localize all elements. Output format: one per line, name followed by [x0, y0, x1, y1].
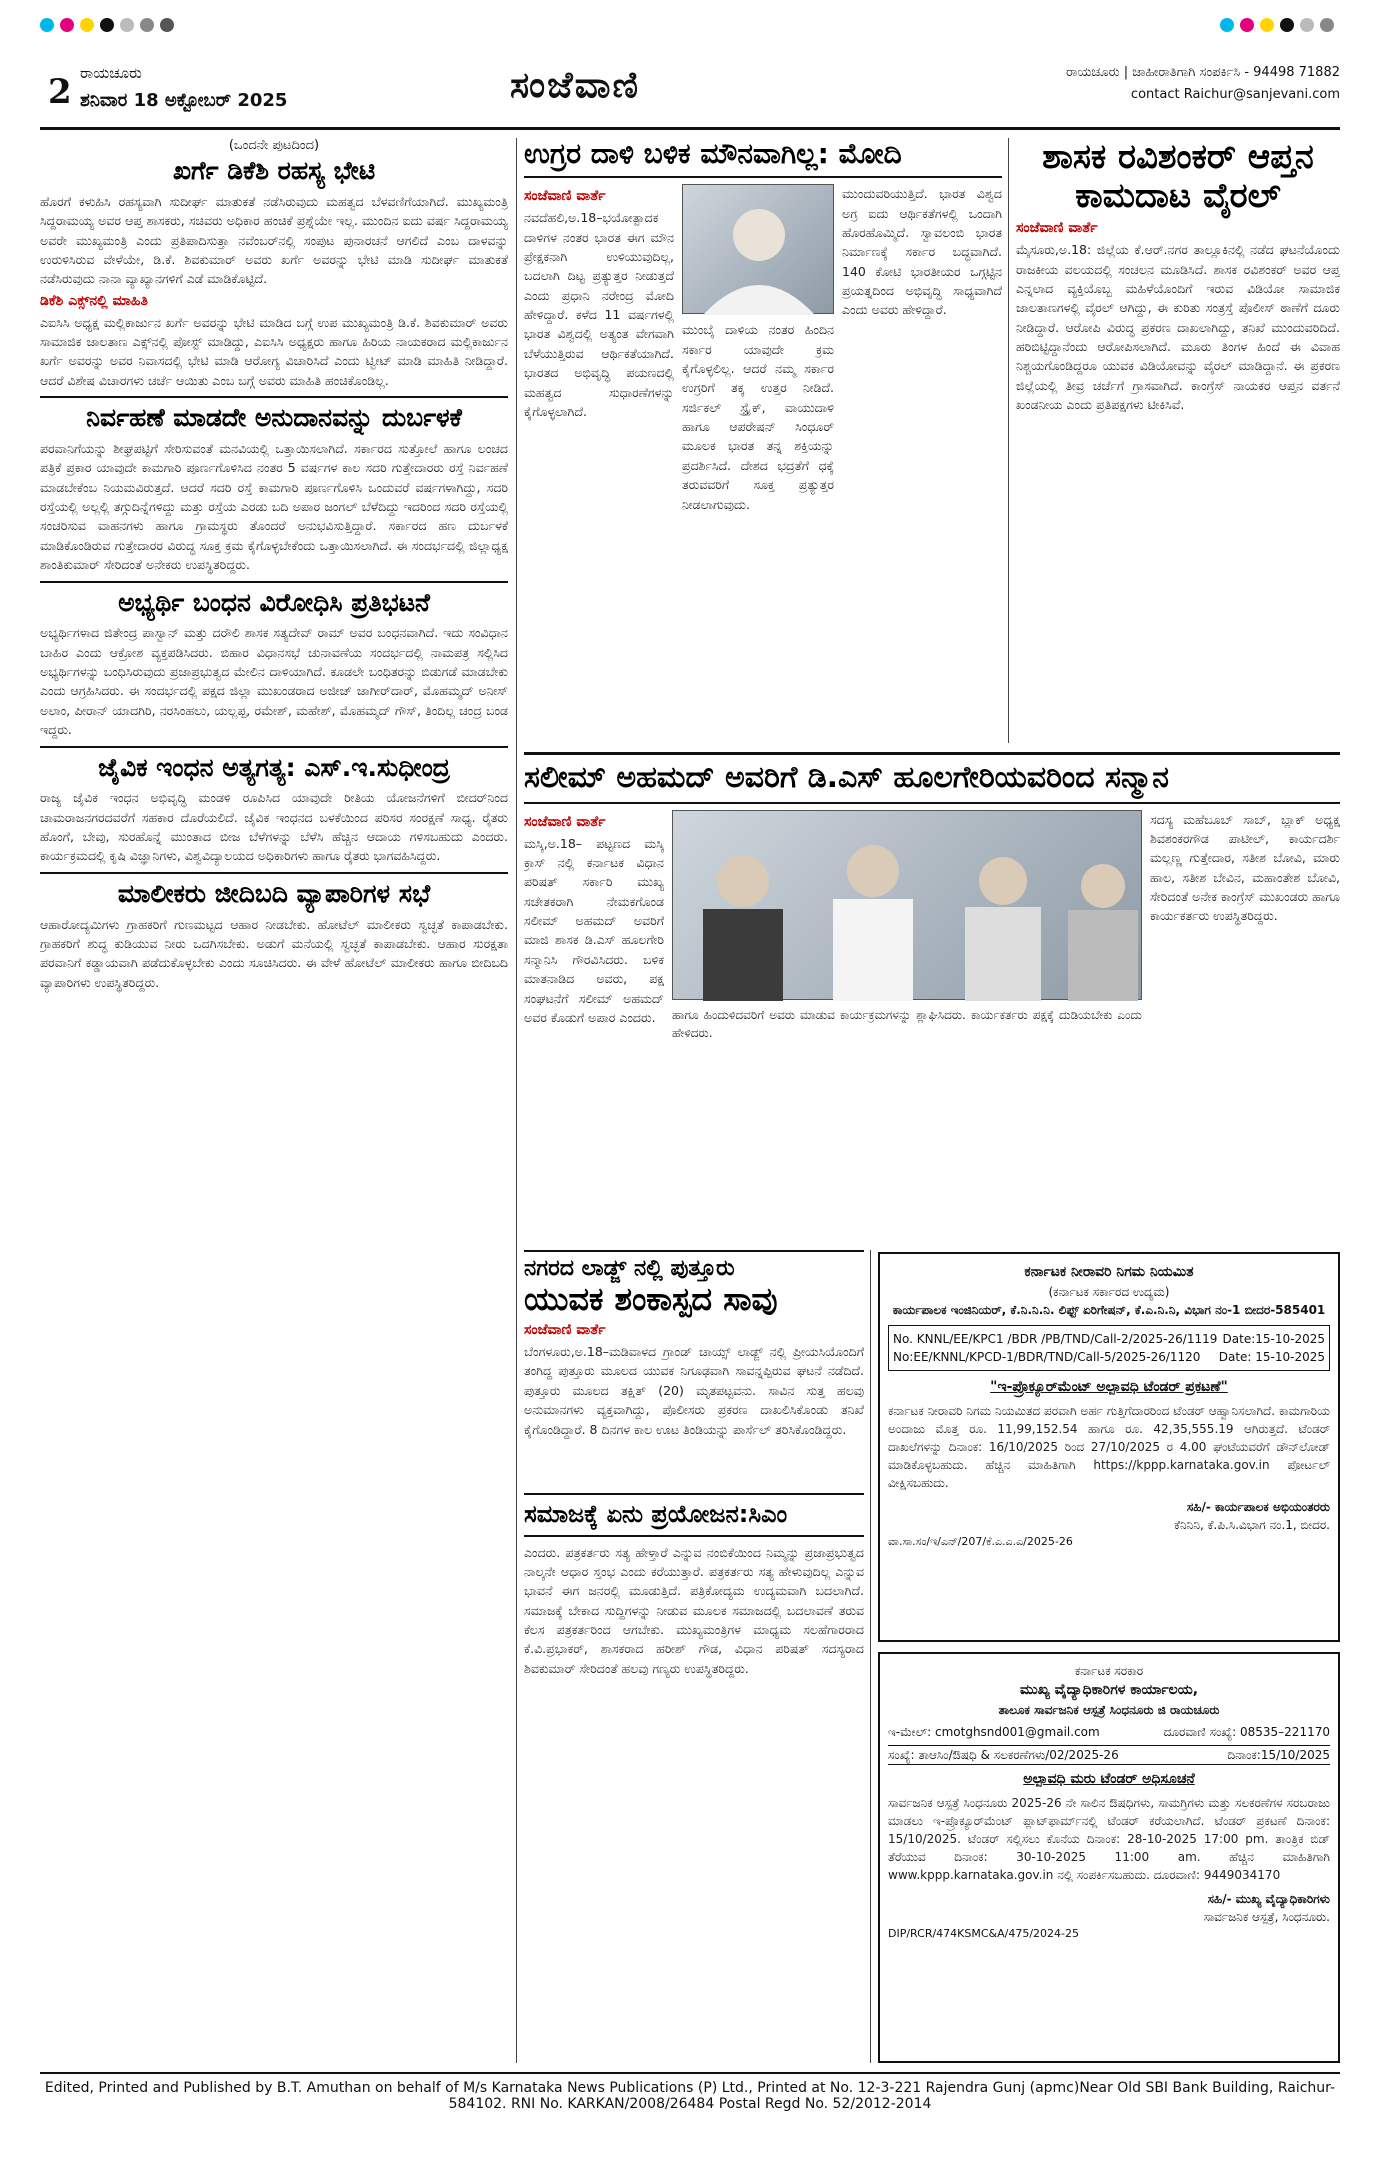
tender-title: "ಇ-ಪ್ರೊಕ್ಯೂರ್‌ಮೆಂಟ್ ಅಲ್ಪಾವಧಿ ಟೆಂಡರ್ ಪ್ರಕಟಣೆ" [990, 1379, 1228, 1395]
divider [524, 802, 1340, 804]
tender-email[interactable]: ಇ-ಮೇಲ್: cmotghsnd001@gmail.com [888, 1725, 1100, 1739]
imprint-footer: Edited, Printed and Published by B.T. Amuthan on behalf of M/s Karnataka News Publications (P) Ltd., Printed at No. 12-3-221 Rajendra Gunj (apmc)Near Old SBI Bank Building, Raichur-584102. RNI No. KARKAN/2008/26484 Postal Regd No. 52/2012-2014 [40, 2072, 1340, 2112]
article-body: ಅಭ್ಯರ್ಥಿಗಳಾದ ಜಿತೇಂದ್ರ ಪಾಸ್ವಾನ್ ಮತ್ತು ದರೌಲಿ ಶಾಸಕ ಸತ್ಯದೇವ್ ರಾಮ್ ಅವರ ಬಂಧನವಾಗಿದೆ. ಇದು ಸಂವಿಧಾನ ಬಾಹಿರ ಎಂದು ಆಕ್ರೋಶ ವ್ಯಕ್ತಪಡಿಸಿದರು. ಬಿಹಾರ ವಿಧಾನಸಭೆ ಚುನಾವಣೆಯ ಸಂದರ್ಭದಲ್ಲಿ ನಾಮಪತ್ರ ಸಲ್ಲಿಸಿದ ಅಭ್ಯರ್ಥಿಗಳನ್ನು ಬಂಧಿಸಿರುವುದು ಪ್ರಜಾಪ್ರಭುತ್ವದ ಮೇಲಿನ ದಾಳಿಯಾಗಿದೆ. ಕೂಡಲೇ ಬಂಧಿತರನ್ನು ಬಿಡುಗಡೆ ಮಾಡಬೇಕು ಎಂದು ಆಗ್ರಹಿಸಿದರು. ಈ ಸಂದರ್ಭದಲ್ಲಿ ಪಕ್ಷದ ಜಿಲ್ಲಾ ಮುಖಂಡರಾದ ಅಜೀಜ್ ಜಾಗೀರ್‌ದಾರ್, ಮೊಹಮ್ಮದ್ ಅನೀಸ್ ಅಲಾಂ, ಪೀರಾನ್ ಯಾದಗಿರಿ, ನರಸಿಂಹಲು, ಯಲ್ಲಪ್ಪ, ರಮೇಶ್, ಮಹೇಶ್, ಮೊಹಮ್ಮದ್ ಗೌಸ್, ತಿಂದಿಲ್ಲ ಚಂದ್ರ ಬಂಡ ಇದ್ದರು. [40, 625, 508, 738]
color-registration-left [40, 18, 174, 32]
right-story [1016, 138, 1340, 743]
article-body: ಪರವಾನಿಗೆಯನ್ನು ಶೀಘ್ರಪಟ್ಟಿಗೆ ಸೇರಿಸುವಂತೆ ಮನವಿಯಲ್ಲಿ ಒತ್ತಾಯಿಸಲಾಗಿದೆ. ಸರ್ಕಾರದ ಸುತ್ತೋಲೆ ಹಾಗೂ ಲಂಚದ ಪತ್ರಿಕೆ ಪ್ರಕಾರ ಯಾವುದೇ ಕಾಮಗಾರಿ ಪೂರ್ಣಗೊಳಿಸಿದ ನಂತರ 5 ವರ್ಷಗಳ ಕಾಲ ಸದರಿ ಗುತ್ತೇದಾರರು ರಸ್ತೆ ನಿರ್ವಹಣೆ ಮಾಡಬೇಕೆಂಬ ನಿಯಮವಿರುತ್ತದೆ. ಆದರೆ ಸದರಿ ರಸ್ತೆ ಕಾಮಗಾರಿ ಪೂರ್ಣಗೊಳಿಸಿ ಒಂದುವರೆ ವರ್ಷಗಳಾಗಿದ್ದು, ಸದರಿ ರಸ್ತೆಯಲ್ಲಿ ಅಲ್ಲಲ್ಲಿ ತಗ್ಗುದಿನ್ನೆಗಳಿದ್ದು ಮತ್ತು ರಸ್ತೆಯ ಎರಡು ಬದಿ ಅಪಾರ ಜಂಗಲ್ ಬೆಳೆದಿದ್ದು ಇದರಿಂದ ಸದರಿ ರಸ್ತೆಯಲ್ಲಿ ಸಂಚರಿಸುವ ವಾಹನಗಳು ಹಾಗೂ ಗ್ರಾಮಸ್ಥರು ತೊಂದರೆ ಅನುಭವಿಸುತ್ತಿದ್ದಾರೆ. ಸರ್ಕಾರದ ಹಣ ದುರ್ಬಳಕೆ ಮಾಡಿಕೊಂಡಿರುವ ಗುತ್ತೇದಾರರ ವಿರುದ್ಧ ಸೂಕ್ತ ಕ್ರಮ ಕೈಗೊಳ್ಳಬೇಕೆಂದು ಒತ್ತಾಯಿಸಲಾಗಿದೆ. ಈ ಸಂದರ್ಭದಲ್ಲಿ ಜಿಲ್ಲಾಧ್ಯಕ್ಷ ಶಾಂತಿಕುಮಾರ್ ಸೇರಿದಂತೆ ಅನೇಕರು ಉಪಸ್ಥಿತರಿದ್ದರು. [40, 440, 508, 573]
byline: ಸಂಜೆವಾಣಿ ವಾರ್ತೆ [524, 188, 606, 205]
article-body: ಮುಂದುವರಿಯುತ್ತಿದೆ. ಭಾರತ ವಿಶ್ವದ ಅಗ್ರ ಐದು ಆರ್ಥಿಕತೆಗಳಲ್ಲಿ ಒಂದಾಗಿ ಹೊರಹೊಮ್ಮಿದೆ. ಸ್ವಾವಲಂಬಿ ಭಾರತ ನಿರ್ಮಾಣಕ್ಕೆ ಸರ್ಕಾರ ಬದ್ಧವಾಗಿದೆ. 140 ಕೋಟಿ ಭಾರತೀಯರ ಒಗ್ಗಟ್ಟಿನ ಪ್ರಯತ್ನದಿಂದ ಅಭಿವೃದ್ಧಿ ಸಾಧ್ಯವಾಗಿದೆ ಎಂದು ಅವರು ಹೇಳಿದ್ದಾರೆ. [842, 186, 1002, 318]
registration-dot [1280, 18, 1294, 32]
tender-office-sub: ತಾಲೂಕ ಸಾರ್ವಜನಿಕ ಆಸ್ಪತ್ರೆ ಸಿಂಧನೂರು ಜಿ ರಾಯಚೂರು [998, 1703, 1220, 1717]
tender-notice-hospital [878, 1652, 1340, 2063]
tender-date: ದಿನಾಂಕ:15/10/2025 [1227, 1748, 1330, 1762]
article-body: ರಾಜ್ಯ ಜೈವಿಕ ಇಂಧನ ಅಭಿವೃದ್ಧಿ ಮಂಡಳಿ ರೂಪಿಸಿದ ಯಾವುದೇ ರೀತಿಯ ಯೋಜನೆಗಳಿಗೆ ಬೀದರ್‌ನಿಂದ ಚಾಮರಾಜನಗರದವರೆಗೆ ಸಹಕಾರ ದೊರೆಯಲಿದೆ. ಜೈವಿಕ ಇಂಧನದ ಬಳಕೆಯಿಂದ ಪರಿಸರ ಸಂರಕ್ಷಣೆ ಸಾಧ್ಯ. ರೈತರು ಹೊಂಗೆ, ಬೇವು, ಸುರಹೊನ್ನೆ ಮುಂತಾದ ಬೀಜ ಬೆಳೆಗಳನ್ನು ಬೆಳೆಸಿ ಹೆಚ್ಚಿನ ಆದಾಯ ಗಳಿಸಬಹುದು ಎಂದರು. ಕಾರ್ಯಕ್ರಮದಲ್ಲಿ ಕೃಷಿ ವಿಜ್ಞಾನಿಗಳು, ವಿಶ್ವವಿದ್ಯಾಲಯದ ಅಧಿಕಾರಿಗಳು ಹಾಗೂ ರೈತರು ಭಾಗವಹಿಸಿದ್ದರು. [40, 790, 508, 864]
person-icon [683, 185, 835, 315]
article-body: ಮಸ್ಕಿ,ಅ.18– ಪಟ್ಟಣದ ಮಸ್ಕಿ ಕ್ರಾಸ್ ನಲ್ಲಿ ಕರ್ನಾಟಕ ವಿಧಾನ ಪರಿಷತ್ ಸರ್ಕಾರಿ ಮುಖ್ಯ ಸಚೇತಕರಾಗಿ ನೇಮಕಗೊಂಡ ಸಲೀಮ್ ಅಹಮದ್ ಅವರಿಗೆ ಮಾಜಿ ಶಾಸಕ ಡಿ.ಎಸ್ ಹೂಲಗೇರಿ ಸನ್ಮಾನಿಸಿ ಗೌರವಿಸಿದರು. ಬಳಿಕ ಮಾತನಾಡಿದ ಅವರು, ಪಕ್ಷ ಸಂಘಟನೆಗೆ ಸಲೀಮ್ ಅಹಮದ್ ಅವರ ಕೊಡುಗೆ ಅಪಾರ ಎಂದರು. [524, 835, 664, 1025]
tender-signature: ಸಹಿ/- ಕಾರ್ಯಪಾಲಕ ಅಭಿಯಂತರರು [1186, 1500, 1330, 1514]
samaja-story [524, 1493, 864, 2063]
right-headline: ಶಾಸಕ ರವಿಶಂಕರ್ ಆಪ್ತನ ಕಾಮದಾಟ ವೈರಲ್ [1042, 138, 1314, 217]
article-body: ಸದಸ್ಯ ಮಹೆಬೂಬ್ ಸಾಬ್, ಬ್ಲಾಕ್ ಅಧ್ಯಕ್ಷ ಶಿವಶಂಕರಗೌಡ ಪಾಟೀಲ್, ಕಾರ್ಯದರ್ಶಿ ಮಲ್ಲಣ್ಣ ಗುತ್ತೇದಾರ, ಸತೀಶ ಬೋವಿ, ಮಾರು ಹಾಲ, ಸತೀಶ ಬೇವಿನ, ಮಹಾಂತೇಶ ಬೋವಿ, ಸೇರಿದಂತೆ ಅನೇಕ ಕಾಂಗ್ರೆಸ್ ಮುಖಂಡರು ಹಾಗೂ ಕಾರ್ಯಕರ್ತರು ಉಪಸ್ಥಿತರಿದ್ದರು. [1150, 811, 1340, 924]
page-number: 2 [48, 72, 72, 112]
registration-dot [100, 18, 114, 32]
tender-ref: No:EE/KNNL/KPCD-1/BDR/TND/Call-5/2025-26/1120 [893, 1350, 1201, 1364]
headline-kharge-dk: ಖರ್ಗೆ ಡಿಕೆಶಿ ರಹಸ್ಯ ಭೇಟಿ [172, 156, 376, 185]
masthead [40, 50, 1340, 130]
registration-dot [40, 18, 54, 32]
divider [40, 872, 508, 874]
tender-references [888, 1325, 1330, 1371]
tender-office: ಕಾರ್ಯಪಾಲಕ ಇಂಜಿನಿಯರ್, ಕೆ.ನಿ.ನಿ.ನಿ. ಲಿಫ್ಟ್ ಏರಿಗೇಷನ್, ಕೆ.ಎ.ನಿ.ನಿ, ವಿಭಾಗ ನಂ-1 ಬೀದರ-585401 [892, 1303, 1326, 1317]
felicitation-photo [672, 810, 1142, 1000]
tender-notice-knnl [878, 1252, 1340, 1642]
byline: ಸಂಜೆವಾಣಿ ವಾರ್ತೆ [524, 1322, 606, 1339]
registration-dot [80, 18, 94, 32]
color-registration-right [1220, 18, 1334, 32]
lodge-kicker: ನಗರದ ಲಾಡ್ಜ್ ನಲ್ಲಿ ಪುತ್ತೂರು [524, 1256, 735, 1281]
tender-ref: ಸಂಖ್ಯೆ: ತಾಆಸಿಂ/ಔಷಧಿ & ಸಲಕರಣೆಗಳು/02/2025-26 [888, 1748, 1119, 1762]
left-column [40, 138, 508, 2063]
registration-dot [1260, 18, 1274, 32]
tender-signature-sub: ಸಾರ್ವಜನಿಕ ಆಸ್ಪತ್ರೆ, ಸಿಂಧನೂರು. [1203, 1910, 1330, 1924]
lodge-headline: ಯುವಕ ಶಂಕಾಸ್ಪದ ಸಾವು [524, 1280, 778, 1319]
tender-title: ಅಲ್ಪಾವಧಿ ಮರು ಟೆಂಡರ್ ಅಧಿಸೂಚನೆ [1023, 1771, 1195, 1787]
article-body: ಎಐಸಿಸಿ ಅಧ್ಯಕ್ಷ ಮಲ್ಲಿಕಾರ್ಜುನ ಖರ್ಗೆ ಅವರನ್ನು ಭೇಟಿ ಮಾಡಿದ ಬಗ್ಗೆ ಉಪ ಮುಖ್ಯಮಂತ್ರಿ ಡಿ.ಕೆ. ಶಿವಕುಮಾರ್ ಅವರು ಸಾಮಾಜಿಕ ಜಾಲತಾಣ ಎಕ್ಸ್‌ನಲ್ಲಿ ಪೋಸ್ಟ್ ಮಾಡಿದ್ದು, ಎಐಸಿಸಿ ಅಧ್ಯಕ್ಷರು ಹಾಗೂ ಹಿರಿಯ ನಾಯಕರಾದ ಮಲ್ಲಿಕಾರ್ಜುನ ಖರ್ಗೆ ಅವರನ್ನು ಅವರ ನಿವಾಸದಲ್ಲಿ ಭೇಟಿ ಮಾಡಿ ಆರೋಗ್ಯ ವಿಚಾರಿಸಿದೆ ಎಂದು ಟ್ವೀಟ್ ಮಾಡಿ ಮಾಹಿತಿ ನೀಡಿದ್ದಾರೆ. ಆದರೆ ವಿಶೇಷ ವಿಚಾರಗಳು ಚರ್ಚೆ ಆಯಿತು ಎಂಬ ಬಗ್ಗೆ ಅವರು ಮಾಹಿತಿ ಹಂಚಿಕೊಂಡಿಲ್ಲ. [40, 314, 508, 388]
photo-caption: ಹಾಗೂ ಹಿಂದುಳಿದವರಿಗೆ ಅವರು ಮಾಡುವ ಕಾರ್ಯಕ್ರಮಗಳನ್ನು ಶ್ಲಾಘಿಸಿದರು. ಕಾರ್ಯಕರ್ತರು ಪಕ್ಷಕ್ಕೆ ದುಡಿಯಬೇಕು ಎಂದು ಹೇಳಿದರು. [672, 1007, 1142, 1040]
registration-dot [1300, 18, 1314, 32]
byline: ಸಂಜೆವಾಣಿ ವಾರ್ತೆ [1016, 220, 1098, 237]
divider [524, 1535, 864, 1537]
samaja-headline: ಸಮಾಜಕ್ಕೆ ಏನು ಪ್ರಯೋಜನ:ಸಿಎಂ [524, 1500, 788, 1528]
tender-org-sub: (ಕರ್ನಾಟಕ ಸರ್ಕಾರದ ಉದ್ಯಮ) [1048, 1285, 1170, 1299]
divider [40, 746, 508, 748]
newspaper-logo: ಸಂಜೆವಾಣಿ [510, 64, 641, 106]
continued-label: (ಒಂದನೇ ಪುಟದಿಂದ) [228, 138, 320, 153]
article-body: ಹೊರಗೆ ಕಳುಹಿಸಿ ರಹಸ್ಯವಾಗಿ ಸುದೀರ್ಘ ಮಾತುಕತೆ ನಡೆಸಿರುವುದು ಮಹತ್ವದ ಬೆಳವಣಿಗೆಯಾಗಿದೆ. ಮುಖ್ಯಮಂತ್ರಿ ಸಿದ್ದರಾಮಯ್ಯ ಅವರ ಆಪ್ತ ಶಾಸಕರು, ಸಚಿವರು ಅಧಿಕಾರ ಹಂಚಿಕೆ ಪ್ರಶ್ನೆಯೇ ಇಲ್ಲ. ಮುಂದಿನ ಐದು ವರ್ಷ ಸಿದ್ದರಾಮಯ್ಯ ಅವರೇ ಮುಖ್ಯಮಂತ್ರಿ ಎಂದು ಪ್ರತಿಪಾದಿಸುತ್ತಾ ನವೆಂಬರ್‌ನಲ್ಲಿ ಸಂಪುಟ ಪುನಾರಚನೆ ಆಗಲಿದೆ ಎಂಬ ದಾಳವನ್ನು ಉರುಳಿಸಿರುವ ವೇಳೆಯೇ, ಡಿ.ಕೆ. ಶಿವಕುಮಾರ್ ಅವರು ಖರ್ಗೆ ಅವರನ್ನು ಭೇಟಿ ಮಾಡಿ ಸುದೀರ್ಘ ಮಾತುಕತೆ ನಡೆಸಿರುವುದು ನಾನಾ ವ್ಯಾಖ್ಯಾನಗಳಿಗೆ ಎಡೆ ಮಾಡಿಕೊಟ್ಟಿದೆ. [40, 193, 508, 287]
contact-info [1066, 62, 1340, 106]
divider [524, 176, 1002, 178]
tender-phone: ದೂರವಾಣಿ ಸಂಖ್ಯೆ: 08535–221170 [1163, 1725, 1330, 1739]
tender-office: ಮುಖ್ಯ ವೈದ್ಯಾಧಿಕಾರಿಗಳ ಕಾರ್ಯಾಲಯ, [1019, 1682, 1199, 1698]
tender-signature-sub: ಕೆನಿನಿನಿ, ಕೆ.ಪಿ.ಸಿ.ವಿಭಾಗ ನಂ.1, ಬೀದರ. [1174, 1518, 1330, 1532]
lead-headline: ಉಗ್ರರ ದಾಳಿ ಬಳಿಕ ಮೌನವಾಗಿಲ್ಲ: ಮೋದಿ [524, 138, 902, 170]
tender-ref: No. KNNL/EE/KPC1 /BDR /PB/TND/Call-2/2025-26/1119 [893, 1332, 1218, 1346]
tender-body: ಸಾರ್ವಜನಿಕ ಆಸ್ಪತ್ರೆ ಸಿಂಧನೂರು 2025-26 ನೇ ಸಾಲಿನ ಔಷಧಿಗಳು, ಸಾಮಗ್ರಿಗಳು ಮತ್ತು ಸಲಕರಣೆಗಳ ಸರಬರಾಜು ಮಾಡಲು ಇ-ಪ್ರೊಕ್ಯೂರ್‌ಮೆಂಟ್ ಪ್ಲಾಟ್‌ಫಾರ್ಮ್‌ನಲ್ಲಿ ಟೆಂಡರ್ ಕರೆಯಲಾಗಿದೆ. ಟೆಂಡರ್ ಪ್ರಕಟಣೆ ದಿನಾಂಕ: 15/10/2025. ಟೆಂಡರ್ ಸಲ್ಲಿಸಲು ಕೊನೆಯ ದಿನಾಂಕ: 28-10-2025 17:00 pm. ತಾಂತ್ರಿಕ ಬಿಡ್ ತೆರೆಯುವ ದಿನಾಂಕ: 30-10-2025 11:00 am. ಹೆಚ್ಚಿನ ಮಾಹಿತಿಗಾಗಿ www.kppp.karnataka.gov.in ನಲ್ಲಿ ಸಂಪರ್ಕಿಸಬಹುದು. ದೂರವಾಣಿ: 9449034170 [888, 1796, 1330, 1882]
column-divider [1008, 138, 1009, 743]
article-body: ಎಂದರು. ಪತ್ರಕರ್ತರು ಸತ್ಯ ಹೇಳ್ತಾರೆ ಎನ್ನುವ ನಂಬಿಕೆಯಿಂದ ನಿಮ್ಮನ್ನು ಪ್ರಜಾಪ್ರಭುತ್ವದ ನಾಲ್ಕನೇ ಆಧಾರ ಸ್ತಂಭ ಎಂದು ಕರೆಯುತ್ತಾರೆ. ಪತ್ರಕರ್ತರು ಸತ್ಯ ಹೇಳುವುದಿಲ್ಲ ಎನ್ನುವ ಭಾವನೆ ಈಗ ಜನರಲ್ಲಿ ಮೂಡುತ್ತಿದೆ. ಪತ್ರಿಕೋದ್ಯಮ ಉದ್ಯಮವಾಗಿ ಬದಲಾಗಿದೆ. ಸಮಾಜಕ್ಕೆ ಬೇಕಾದ ಸುದ್ದಿಗಳನ್ನು ನೀಡುವ ಮೂಲಕ ಸಮಾಜದಲ್ಲಿ ಬದಲಾವಣೆ ತರುವ ಕೆಲಸ ಪತ್ರಕರ್ತರಿಂದ ಆಗಬೇಕು. ಮುಖ್ಯಮಂತ್ರಿಗಳ ಮಾಧ್ಯಮ ಸಲಹೆಗಾರರಾದ ಕೆ.ವಿ.ಪ್ರಭಾಕರ್, ಶಾಸಕರಾದ ಹರೀಶ್ ಗೌಡ, ವಿಧಾನ ಪರಿಷತ್ ಸದಸ್ಯರಾದ ಶಿವಕುಮಾರ್ ಸೇರಿದಂತೆ ಹಲವು ಗಣ್ಯರು ಉಪಸ್ಥಿತರಿದ್ದರು. [524, 1544, 864, 1676]
article-body: ಬೆಂಗಳೂರು,ಅ.18–ಮಡಿವಾಳದ ಗ್ರಾಂಡ್ ಚಾಯ್ಸ್ ಲಾಡ್ಜ್ ನಲ್ಲಿ ಪ್ರೀಯಸಿಯೊಂದಿಗೆ ತಂಗಿದ್ದ ಪುತ್ತೂರು ಮೂಲದ ಯುವಕ ನಿಗೂಢವಾಗಿ ಸಾವನ್ನಪ್ಪಿರುವ ಘಟನೆ ನಡೆದಿದೆ. ಪುತ್ತೂರು ಮೂಲದ ತಕ್ಷಿತ್ (20) ಮೃತಪಟ್ಟವನು. ಸಾವಿನ ಸುತ್ತ ಹಲವು ಅನುಮಾನಗಳು ವ್ಯಕ್ತವಾಗಿದ್ದು, ಪೊಲೀಸರು ಪ್ರಕರಣ ದಾಖಲಿಸಿಕೊಂಡು ತನಿಖೆ ಕೈಗೊಂಡಿದ್ದಾರೆ. 8 ದಿನಗಳ ಕಾಲ ಊಟ ತಿಂಡಿಯನ್ನು ಪಾರ್ಸೆಲ್ ತರಿಸಿಕೊಂಡಿದ್ದರು. [524, 1344, 864, 1437]
registration-dot [120, 18, 134, 32]
byline: ಸಂಜೆವಾಣಿ ವಾರ್ತೆ [524, 813, 606, 830]
subheading: ಡಿಕೆಶಿ ಎಕ್ಸ್‌ನಲ್ಲಿ ಮಾಹಿತಿ [40, 292, 148, 309]
tender-signature: ಸಹಿ/- ಮುಖ್ಯ ವೈದ್ಯಾಧಿಕಾರಿಗಳು [1207, 1892, 1330, 1906]
registration-dot [140, 18, 154, 32]
article-body: ಮೈಸೂರು,ಅ.18: ಜಿಲ್ಲೆಯ ಕೆ.ಆರ್.ನಗರ ತಾಲ್ಲೂಕಿನಲ್ಲಿ ನಡೆದ ಘಟನೆಯೊಂದು ರಾಜಕೀಯ ವಲಯದಲ್ಲಿ ಸಂಚಲನ ಮೂಡಿಸಿದೆ. ಶಾಸಕ ರವಿಶಂಕರ್ ಅವರ ಆಪ್ತ ಎನ್ನಲಾದ ವ್ಯಕ್ತಿಯೊಬ್ಬ ಮಹಿಳೆಯೊಂದಿಗೆ ಇರುವ ವಿಡಿಯೋ ಸಾಮಾಜಿಕ ಜಾಲತಾಣಗಳಲ್ಲಿ ವೈರಲ್ ಆಗಿದ್ದು, ಈ ಕುರಿತು ಸಂತ್ರಸ್ತೆ ಪೊಲೀಸ್ ಠಾಣೆಗೆ ದೂರು ನೀಡಿದ್ದಾರೆ. ಆರೋಪಿ ವಿರುದ್ಧ ಪ್ರಕರಣ ದಾಖಲಾಗಿದ್ದು, ತನಿಖೆ ಮುಂದುವರಿದಿದೆ. ಹರಿಬಿಟ್ಟಿದ್ದಾನೆಂದು ಆರೋಪಿಸಲಾಗಿದೆ. ಮೂರು ತಿಂಗಳ ಹಿಂದೆ ಈ ವಿವಾಹ ನಿಶ್ಚಯಗೊಂಡಿದ್ದರೂ ಯುವಕ ವಿಡಿಯೋವನ್ನು ವೈರಲ್ ಮಾಡಿದ್ದಾನೆ. ಈ ಪ್ರಕರಣ ಜಿಲ್ಲೆಯಲ್ಲಿ ತೀವ್ರ ಚರ್ಚೆಗೆ ಗ್ರಾಸವಾಗಿದೆ. ಕಾಂಗ್ರೆಸ್ ನಾಯಕರ ಆಪ್ತನ ವರ್ತನೆ ಖಂಡನೀಯ ಎಂದು ಪ್ರತಿಪಕ್ಷಗಳು ಟೀಕಿಸಿವೆ. [1016, 242, 1340, 413]
article-body: ಮುಂಬೈ ದಾಳಿಯ ನಂತರ ಹಿಂದಿನ ಸರ್ಕಾರ ಯಾವುದೇ ಕ್ರಮ ಕೈಗೊಳ್ಳಲಿಲ್ಲ. ಆದರೆ ನಮ್ಮ ಸರ್ಕಾರ ಉಗ್ರರಿಗೆ ತಕ್ಕ ಉತ್ತರ ನೀಡಿದೆ. ಸರ್ಜಿಕಲ್ ಸ್ಟ್ರೈಕ್, ವಾಯುದಾಳಿ ಹಾಗೂ ಆಪರೇಷನ್ ಸಿಂಧೂರ್ ಮೂಲಕ ಭಾರತ ತನ್ನ ಶಕ್ತಿಯನ್ನು ಪ್ರದರ್ಶಿಸಿದೆ. ದೇಶದ ಭದ್ರತೆಗೆ ಧಕ್ಕೆ ತರುವವರಿಗೆ ಸೂಕ್ತ ಪ್ರತ್ಯುತ್ತರ ನೀಡಲಾಗುವುದು. [682, 322, 834, 512]
registration-dot [1240, 18, 1254, 32]
lead-story [524, 138, 1002, 743]
tender-footer-ref: DIP/RCR/474KSMC&A/475/2024-25 [888, 1927, 1080, 1940]
tender-body: ಕರ್ನಾಟಕ ನೀರಾವರಿ ನಿಗಮ ನಿಯಮಿತದ ಪರವಾಗಿ ಅರ್ಹ ಗುತ್ತಿಗೆದಾರರಿಂದ ಟೆಂಡರ್ ಆಹ್ವಾನಿಸಲಾಗಿದೆ. ಕಾಮಗಾರಿಯ ಅಂದಾಜು ಮೊತ್ತ ರೂ. 11,99,152.54 ಹಾಗೂ ರೂ. 42,35,555.19 ಆಗಿರುತ್ತದೆ. ಟೆಂಡರ್ ದಾಖಲೆಗಳನ್ನು ದಿನಾಂಕ: 16/10/2025 ರಿಂದ 27/10/2025 ರ 4.00 ಘಂಟೆಯವರೆಗೆ ಡೌನ್‌ಲೋಡ್ ಮಾಡಿಕೊಳ್ಳಬಹುದು. ಹೆಚ್ಚಿನ ಮಾಹಿತಿಗಾಗಿ https://kppp.karnataka.gov.in ಪೋರ್ಟಲ್ ವೀಕ್ಷಿಸಬಹುದು. [888, 1404, 1330, 1490]
banner-story [524, 752, 1340, 1242]
divider [40, 581, 508, 583]
group-photo-icon [673, 811, 1143, 1001]
column-divider [516, 138, 517, 2063]
column-divider [870, 1250, 871, 2063]
headline-road-maintenance: ನಿರ್ವಹಣೆ ಮಾಡದೇ ಅನುದಾನವನ್ನು ದುರ್ಬಳಕೆ [86, 403, 462, 433]
tender-date: Date: 15-10-2025 [1218, 1350, 1325, 1364]
headline-vendors-meeting: ಮಾಲೀಕರು ಜೀದಿಬದಿ ವ್ಯಾಪಾರಿಗಳ ಸಭೆ [117, 878, 431, 908]
email-contact[interactable]: contact Raichur@sanjevani.com [1130, 87, 1340, 102]
article-body: ಆಹಾರೋದ್ಯಮಿಗಳು ಗ್ರಾಹಕರಿಗೆ ಗುಣಮಟ್ಟದ ಆಹಾರ ನೀಡಬೇಕು. ಹೋಟೆಲ್ ಮಾಲೀಕರು ಸ್ವಚ್ಛತೆ ಕಾಪಾಡಬೇಕು. ಗ್ರಾಹಕರಿಗೆ ಶುದ್ಧ ಕುಡಿಯುವ ನೀರು ಒದಗಿಸಬೇಕು. ಅಡುಗೆ ಮನೆಯಲ್ಲಿ ಸ್ವಚ್ಛತೆ ಕಾಪಾಡಬೇಕು. ಆಹಾರ ಸುರಕ್ಷತಾ ಪರವಾನಿಗೆ ಕಡ್ಡಾಯವಾಗಿ ಪಡೆದುಕೊಳ್ಳಬೇಕು ಎಂದು ಸೂಚಿಸಿದರು. ಈ ವೇಳೆ ಹೋಟೆಲ್ ಮಾಲೀಕರು ಹಾಗೂ ಬೀದಿಬದಿ ವ್ಯಾಪಾರಿಗಳು ಉಪಸ್ಥಿತರಿದ್ದರು. [40, 916, 508, 990]
banner-headline: ಸಲೀಮ್ ಅಹಮದ್ ಅವರಿಗೆ ಡಿ.ಎಸ್ ಹೂಲಗೇರಿಯವರಿಂದ ಸನ್ಮಾನ [524, 760, 1169, 795]
headline-protest: ಅಭ್ಯರ್ಥಿ ಬಂಧನ ವಿರೋಧಿಸಿ ಪ್ರತಿಭಟನೆ [118, 587, 430, 617]
edition-date: ಶನಿವಾರ 18 ಅಕ್ಟೋಬರ್ 2025 [80, 90, 288, 111]
tender-govt: ಕರ್ನಾಟಕ ಸರಕಾರ [1074, 1664, 1144, 1678]
ad-contact: ರಾಯಚೂರು | ಜಾಹೀರಾತಿಗಾಗಿ ಸಂಪರ್ಕಿಸಿ - 94498 71882 [1066, 65, 1340, 80]
registration-dot [160, 18, 174, 32]
divider [40, 396, 508, 398]
tender-footer-ref: ವಾ.ಸಾ.ಸಂ/ಇ/ಎನ್/207/ಕೆ.ಎ.ಎ.ಎ/2025-26 [888, 1535, 1073, 1548]
lodge-story [524, 1250, 864, 1485]
tender-org: ಕರ್ನಾಟಕ ನೀರಾವರಿ ನಿಗಮ ನಿಯಮಿತ [1024, 1264, 1194, 1280]
headline-biofuel: ಜೈವಿಕ ಇಂಧನ ಅತ್ಯಗತ್ಯ: ಎಸ್.ಇ.ಸುಧೀಂದ್ರ [98, 752, 450, 782]
tender-date: Date:15-10-2025 [1222, 1332, 1325, 1346]
modi-photo [682, 184, 834, 314]
registration-dot [1320, 18, 1334, 32]
registration-dot [60, 18, 74, 32]
registration-dot [1220, 18, 1234, 32]
edition-city: ರಾಯಚೂರು [80, 64, 142, 82]
article-body: ನವದೆಹಲಿ,ಅ.18–ಭಯೋತ್ಪಾದಕ ದಾಳಿಗಳ ನಂತರ ಭಾರತ ಈಗ ಮೌನ ಪ್ರೇಕ್ಷಕನಾಗಿ ಉಳಿಯುವುದಿಲ್ಲ, ಬದಲಾಗಿ ದಿಟ್ಟ ಪ್ರತ್ಯುತ್ತರ ನೀಡುತ್ತದೆ ಎಂದು ಪ್ರಧಾನಿ ನರೇಂದ್ರ ಮೋದಿ ಹೇಳಿದ್ದಾರೆ. ಕಳೆದ 11 ವರ್ಷಗಳಲ್ಲಿ ಭಾರತ ವಿಶ್ವದಲ್ಲಿ ಅತ್ಯಂತ ವೇಗವಾಗಿ ಬೆಳೆಯುತ್ತಿರುವ ಆರ್ಥಿಕತೆಯಾಗಿದೆ. ಭಾರತದ ಅಭಿವೃದ್ಧಿ ಪಯಣದಲ್ಲಿ ಮಹತ್ವದ ಸುಧಾರಣೆಗಳನ್ನು ಕೈಗೊಳ್ಳಲಾಗಿದೆ. [524, 210, 674, 419]
